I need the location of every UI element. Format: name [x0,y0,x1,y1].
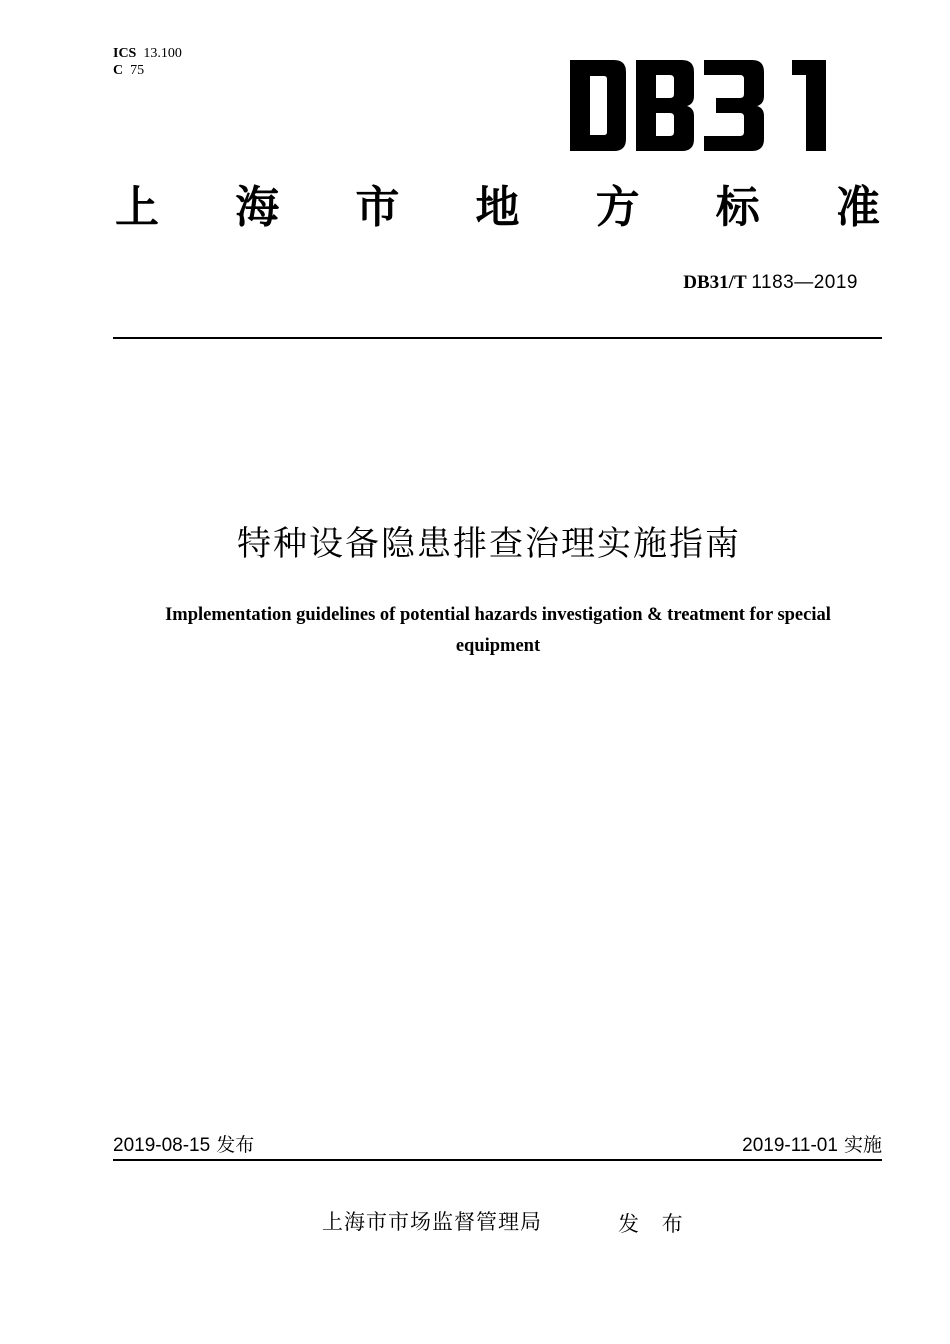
issue-date-value: 2019-08-15 [113,1135,211,1156]
db31-logo [566,58,830,153]
ics-value: 13.100 [143,46,182,61]
standard-type-char: 地 [475,182,520,233]
effective-date [742,1130,882,1157]
standard-number-value: 1183—2019 [751,272,858,293]
ics-label: ICS [113,46,137,61]
bottom-divider [113,1159,882,1161]
standard-type-char: 海 [235,182,280,233]
document-title-cn: 特种设备隐患排查治理实施指南 [237,524,741,564]
standard-type-char: 标 [715,182,760,233]
standard-type-char: 上 [115,182,159,233]
logo-digit-3 [704,60,764,151]
issue-date-label: 发布 [216,1134,255,1156]
effective-date-label: 实施 [843,1134,882,1156]
standard-type-heading [115,180,880,236]
standard-number [683,272,858,294]
top-divider [113,337,882,339]
standard-type-char: 准 [835,182,880,233]
standard-type-char: 市 [355,182,400,233]
issuing-action: 发 布 [618,1212,691,1236]
standard-number-prefix: DB31/T [683,272,747,293]
logo-letter-d [570,60,626,151]
document-title-en: Implementation guidelines of potential hazards investigation & treatment for special equipment [165,605,831,656]
ics-code-line [113,45,182,62]
ccs-value: 75 [130,63,145,78]
issuing-authority: 上海市市场监督管理局 [322,1210,542,1234]
effective-date-value: 2019-11-01 [742,1135,838,1156]
ccs-label: C [113,63,124,78]
ccs-code-line [113,62,182,79]
logo-letter-b [636,60,694,151]
logo-digit-1 [792,60,826,151]
classification-codes [113,45,182,79]
standard-type-char: 方 [595,182,640,233]
issue-date [113,1130,254,1157]
